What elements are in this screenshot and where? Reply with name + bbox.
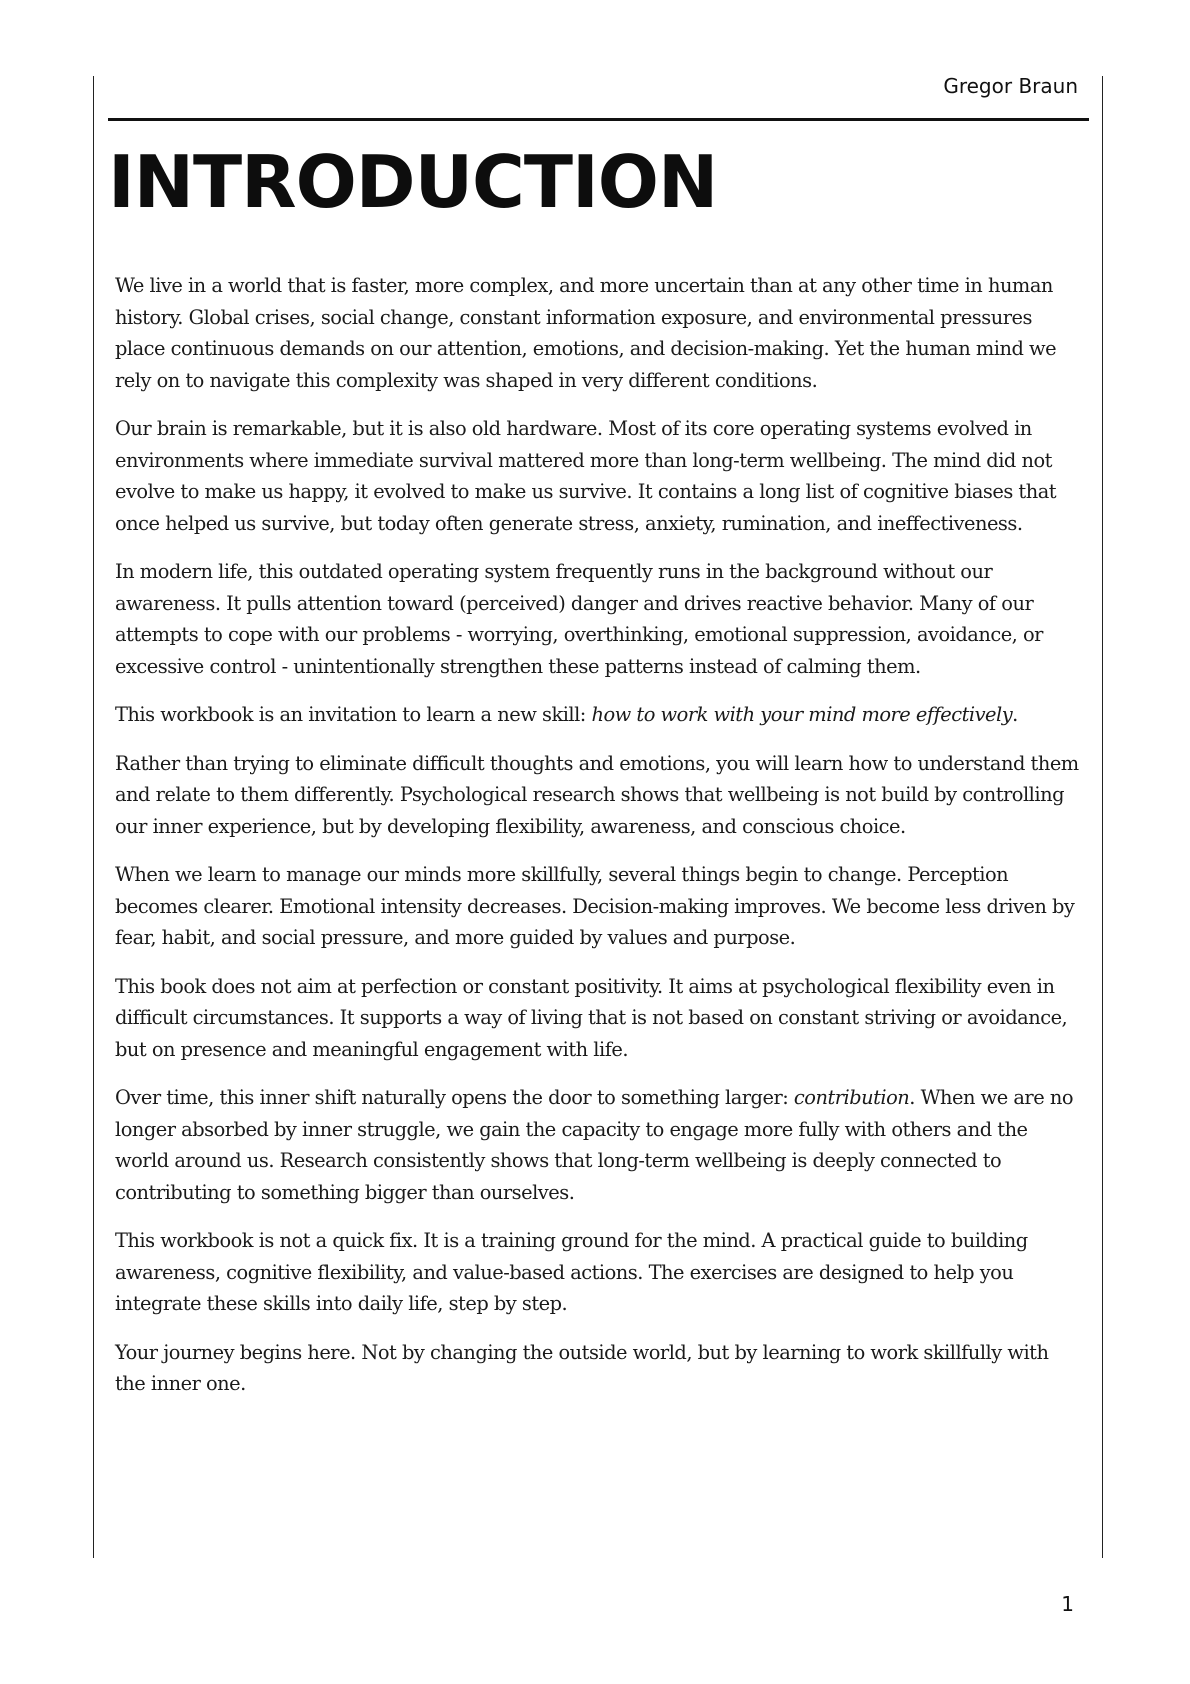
paragraph-5: Rather than trying to eliminate difficult thoughts and emotions, you will learn how to understand them and relate to them differently. Psychological research shows that wellbeing is not build by controlling our inner experience, but by developing flexibility, awareness, and conscious choice. [115,751,1079,838]
left-margin-line [93,76,94,1558]
paragraph-3: In modern life, this outdated operating system frequently runs in the background without our awareness. It pulls attention toward (perceived) danger and drives reactive behavior. Many of our attempts to cope with our problems - worrying, overthinking, emotional suppression, avoidance, or excessive control - unintentionally strengthen these patterns instead of calming them. [115,560,1043,678]
paragraph-4-tail: . [1012,703,1018,726]
paragraph-8-lead: Over time, this inner shift naturally opens the door to something larger: [115,1086,794,1109]
right-margin-line [1102,76,1103,1558]
paragraph-8-emphasis: contribution [793,1086,910,1109]
paragraph-4 [115,699,1083,731]
paragraph-10: Your journey begins here. Not by changing the outside world, but by learning to work skillfully with the inner one. [115,1340,1049,1395]
paragraph-8 [115,1082,1083,1208]
paragraph-2: Our brain is remarkable, but it is also old hardware. Most of its core operating systems evolved in environments where immediate survival mattered more than long-term wellbeing. The mind did not evolve to make us happy, it evolved to make us survive. It contains a long list of cognitive biases that once helped us survive, but today often generate stress, anxiety, rumination, and ineffectiveness. [115,417,1057,535]
header-rule [108,118,1089,121]
paragraph-8-tail: . When we are no longer absorbed by inner struggle, we gain the capacity to engage more fully with others and the world around us. Research consistently shows that long-term wellbeing is deeply connected to contributing to something bigger than ourselves. [115,1086,1074,1204]
author-name: Gregor Braun [943,74,1078,98]
page-number: 1 [1061,1592,1074,1616]
paragraph-1: We live in a world that is faster, more complex, and more uncertain than at any other time in human history. Global crises, social change, constant information exposure, and environmental pressures place continuous demands on our attention, emotions, and decision-making. Yet the human mind we rely on to navigate this complexity was shaped in very different conditions. [115,274,1057,392]
paragraph-4-emphasis: how to work with your mind more effectively [591,703,1013,726]
paragraph-7: This book does not aim at perfection or constant positivity. It aims at psychological flexibility even in difficult circumstances. It supports a way of living that is not based on constant striving or avoidance, but on presence and meaningful engagement with life. [115,974,1068,1061]
body-text [115,270,1083,1417]
page-title: INTRODUCTION [108,140,718,224]
paragraph-9: This workbook is not a quick fix. It is a training ground for the mind. A practical guide to building awareness, cognitive flexibility, and value-based actions. The exercises are designed to help you integrate these skills into daily life, step by step. [115,1229,1028,1315]
paragraph-4-lead: This workbook is an invitation to learn a new skill: [115,703,592,726]
paragraph-6: When we learn to manage our minds more skillfully, several things begin to change. Perception becomes clearer. Emotional intensity decreases. Decision-making improves. We become less driven by fear, habit, and social pressure, and more guided by values and purpose. [115,863,1075,949]
